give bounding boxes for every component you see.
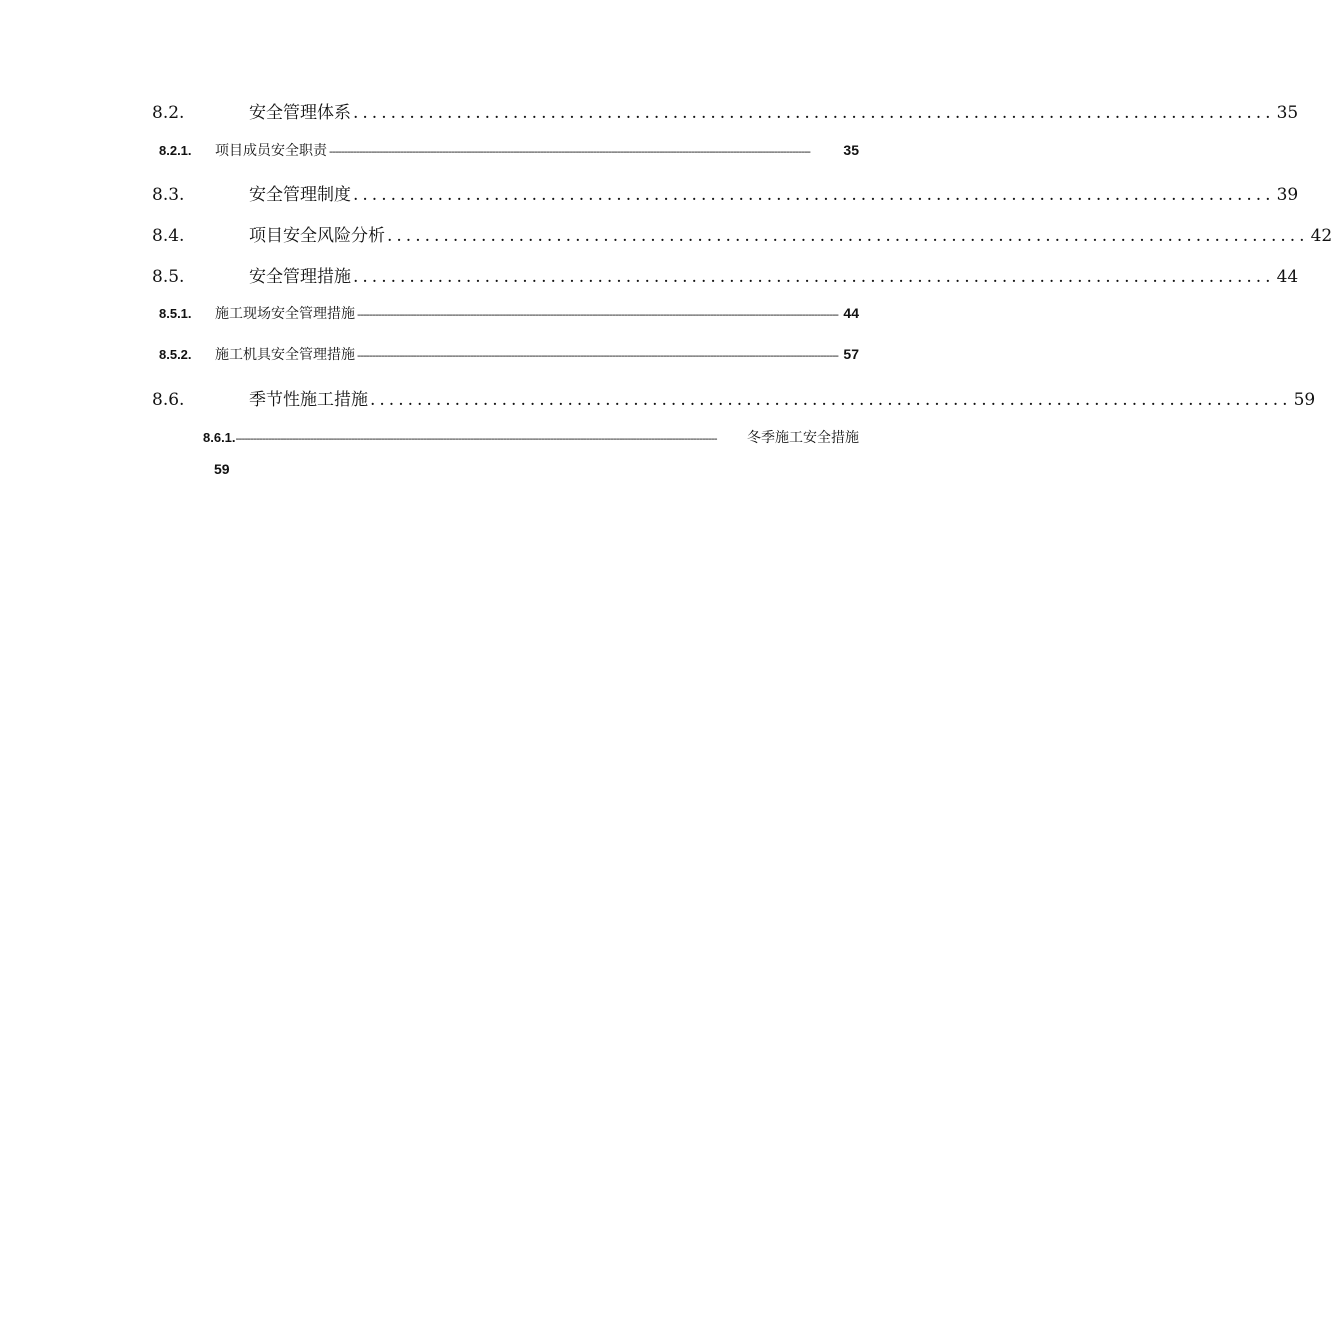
toc-page-number: 39 [1276,185,1299,205]
toc-page-number: 35 [843,142,859,158]
toc-number: 8.6.1. [203,430,236,445]
toc-title: 项目安全风险分析 [249,226,385,246]
toc-number: 8.4. [152,226,185,246]
toc-number: 8.5.1. [159,306,192,321]
toc-leader-dots: .................................................................................................. [353,185,1275,205]
toc-entry-8-5-2[interactable] [159,344,859,364]
toc-entry-8-6[interactable] [152,385,1316,410]
toc-page-number: 44 [1276,267,1299,287]
toc-leader-dashes: ------------------------------------------------------------------------------------------------------------------------------------------------------------------ [235,432,717,445]
toc-page-number: 42 [1310,226,1332,246]
toc-page-number-wrapped: 59 [214,461,230,477]
toc-title: 施工机具安全管理措施 [215,347,355,363]
toc-number: 8.5. [152,267,185,287]
toc-entry-8-6-1[interactable] [203,427,859,447]
toc-page-number: 59 [1293,390,1316,410]
toc-entry-8-5-1[interactable] [159,303,859,323]
toc-entry-8-3[interactable] [152,180,1299,205]
toc-entry-8-5[interactable] [152,262,1299,287]
toc-leader-dots: .................................................................................................. [353,267,1275,287]
toc-page-number: 44 [843,305,859,321]
toc-number: 8.3. [152,185,185,205]
toc-title: 安全管理制度 [249,185,351,205]
toc-entry-8-2-1[interactable] [159,140,859,160]
toc-leader-dots: .................................................................................................. [370,390,1292,410]
toc-number: 8.5.2. [159,347,192,362]
toc-leader-dashes: ------------------------------------------------------------------------------------------------------------------------------------------------------------------ [329,145,811,158]
toc-leader-dashes: ------------------------------------------------------------------------------------------------------------------------------------------------------------------ [357,308,839,321]
toc-page-number: 35 [1276,103,1299,123]
toc-leader-dashes: ------------------------------------------------------------------------------------------------------------------------------------------------------------------ [357,349,839,362]
toc-title: 施工现场安全管理措施 [215,306,355,322]
toc-number: 8.2.1. [159,143,192,158]
toc-title: 安全管理体系 [249,103,351,123]
toc-leader-dots: .................................................................................................. [387,226,1309,246]
toc-leader-dots: .................................................................................................. [353,103,1275,123]
toc-title: 项目成员安全职责 [215,143,327,159]
toc-page-number: 57 [843,346,859,362]
toc-entry-8-4[interactable] [152,221,1332,246]
toc-title: 冬季施工安全措施 [747,430,859,446]
toc-title: 季节性施工措施 [249,390,368,410]
toc-title: 安全管理措施 [249,267,351,287]
toc-number: 8.2. [152,103,185,123]
toc-entry-8-2[interactable] [152,98,1299,123]
toc-number: 8.6. [152,390,185,410]
